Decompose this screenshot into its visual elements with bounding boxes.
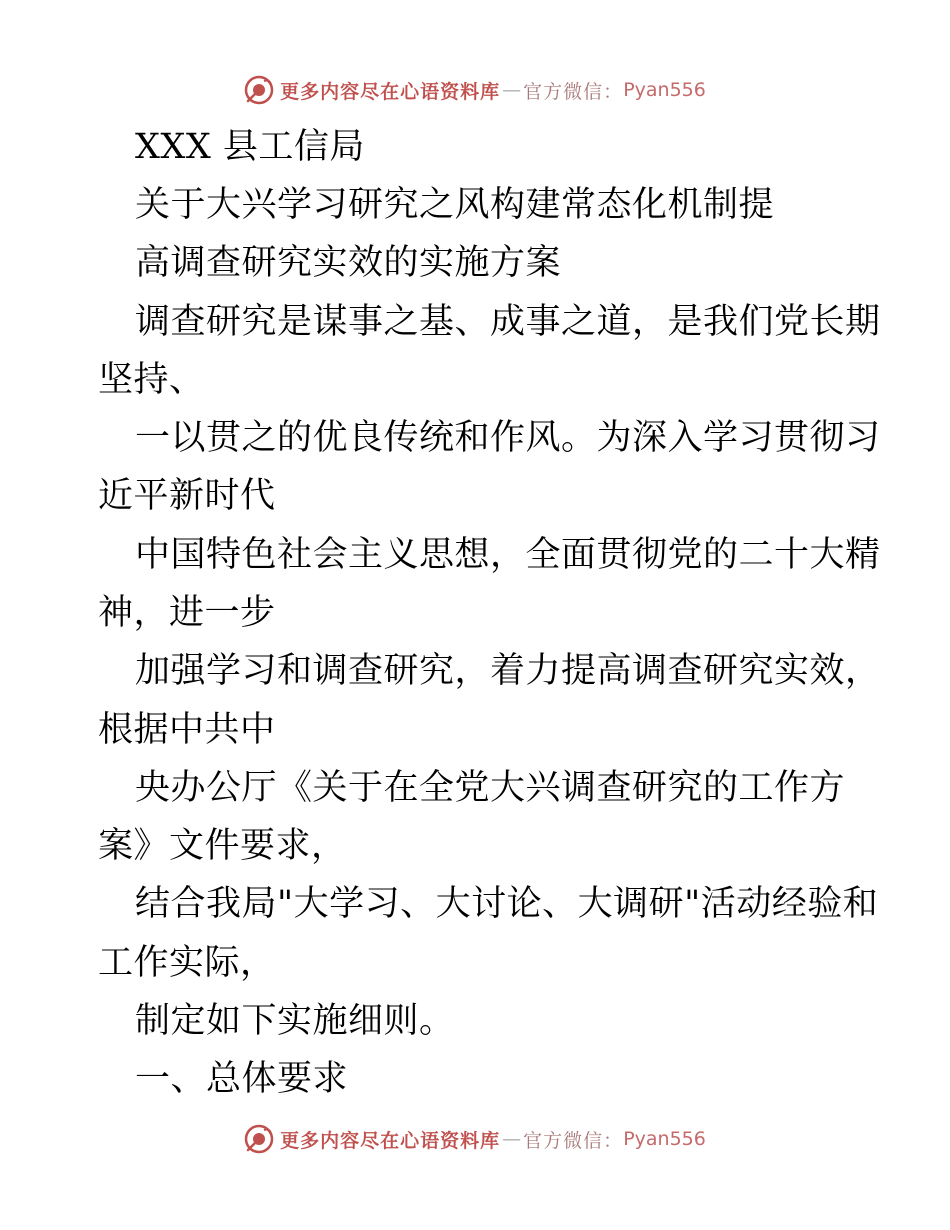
watermark-dash: — [502, 79, 522, 101]
doc-line: 中国特色社会主义思想，全面贯彻党的二十大精 [135, 535, 881, 575]
doc-line: 制定如下实施细则。 [135, 1001, 455, 1041]
doc-line: 一以贯之的优良传统和作风。为深入学习贯彻习 [135, 418, 881, 458]
watermark-label: 官方微信： [523, 1129, 624, 1152]
watermark-wechat-id: Pyan556 [623, 79, 706, 101]
doc-line: 工作实际， [98, 943, 276, 983]
doc-line: 案》文件要求， [98, 826, 347, 866]
pen-logo-icon [244, 1124, 274, 1154]
watermark-dash: — [502, 1128, 522, 1150]
doc-line: 神，进一步 [98, 593, 276, 633]
watermark-brand: 更多内容尽在心语资料库 [280, 80, 501, 103]
doc-line-title-1: 关于大兴学习研究之风构建常态化机制提 [135, 185, 775, 225]
doc-line: 近平新时代 [98, 476, 276, 516]
doc-line: 坚持、 [98, 360, 205, 400]
pen-logo-icon [244, 75, 274, 105]
doc-line: 加强学习和调查研究，着力提高调查研究实效， [135, 651, 881, 691]
doc-line: 结合我局"大学习、大讨论、大调研"活动经验和 [135, 884, 879, 924]
watermark-footer [0, 1119, 950, 1159]
doc-line: 根据中共中 [98, 710, 276, 750]
watermark-header [0, 70, 950, 110]
watermark-brand: 更多内容尽在心语资料库 [280, 1129, 501, 1152]
doc-line: 调查研究是谋事之基、成事之道，是我们党长期 [135, 302, 881, 342]
doc-line-section-heading: 一、总体要求 [135, 1059, 349, 1099]
doc-line-org: XXX 县工信局 [135, 127, 365, 167]
watermark-wechat-id: Pyan556 [623, 1128, 706, 1150]
doc-line-title-2: 高调查研究实效的实施方案 [135, 243, 562, 283]
watermark-label: 官方微信： [523, 80, 624, 103]
doc-line: 央办公厅《关于在全党大兴调查研究的工作方 [135, 768, 846, 808]
